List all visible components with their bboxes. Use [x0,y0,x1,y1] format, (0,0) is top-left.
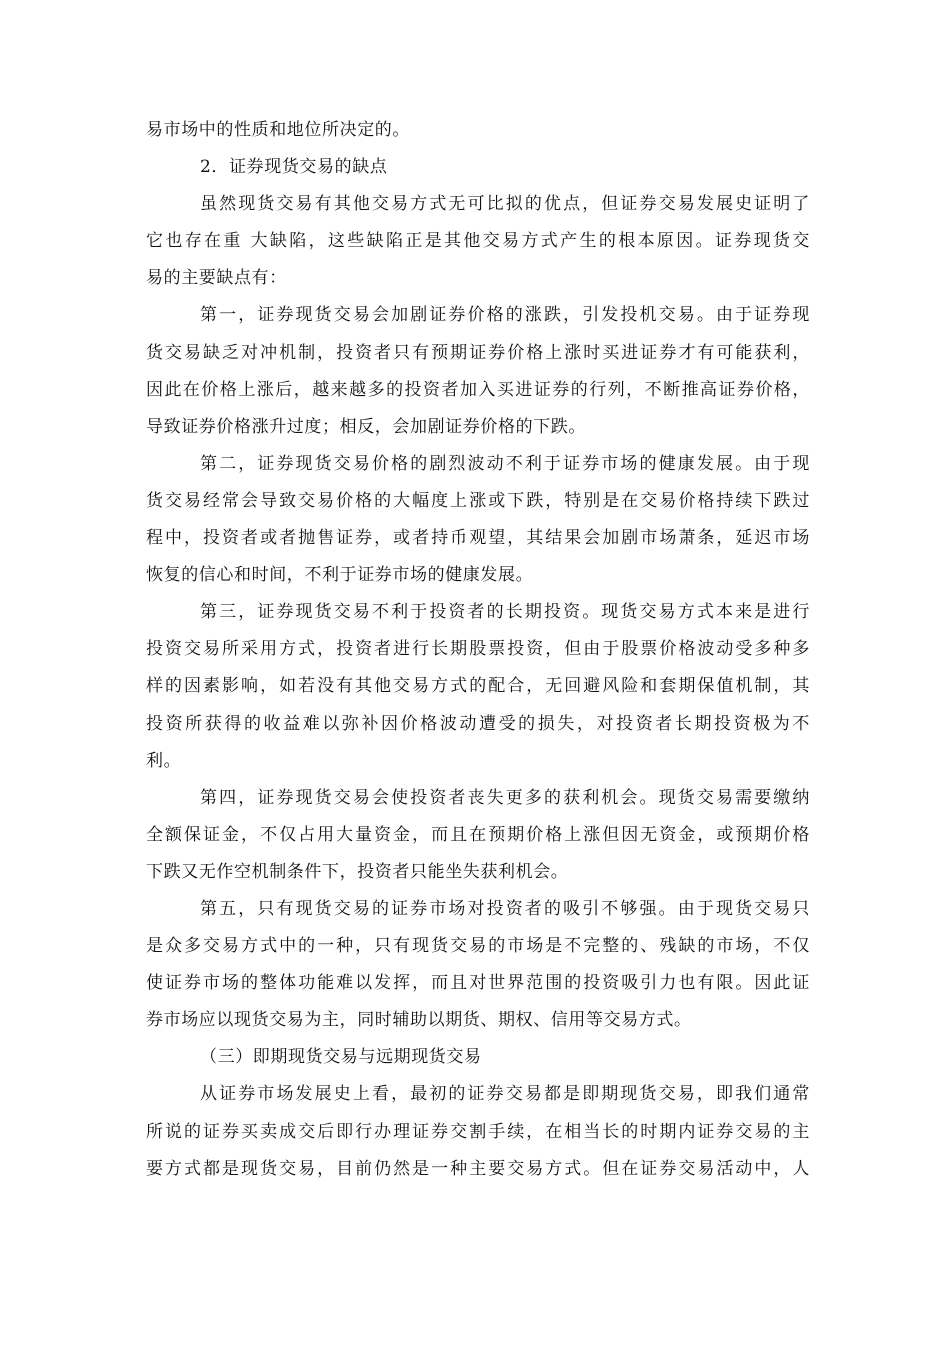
paragraph-line: 第二，证券现货交易价格的剧烈波动不利于证券市场的健康发展。由于现 [200,453,810,474]
paragraph-line: 投资所获得的收益难以弥补因价格波动遭受的损失，对投资者长期投资极为不 [146,713,810,734]
paragraph-line: 使证券市场的整体功能难以发挥，而且对世界范围的投资吸引力也有限。因此证 [146,973,810,994]
paragraph-line: 从证券市场发展史上看，最初的证券交易都是即期现货交易，即我们通常 [200,1084,810,1105]
paragraph-line: 是众多交易方式中的一种，只有现货交易的市场是不完整的、残缺的市场，不仅 [146,936,810,957]
text-line-continuation: 易市场中的性质和地位所决定的。 [146,120,410,140]
paragraph-line: 第三，证券现货交易不利于投资者的长期投资。现货交易方式本来是进行 [200,602,810,623]
paragraph-line: 虽然现货交易有其他交易方式无可比拟的优点，但证券交易发展史证明了 [200,194,810,215]
paragraph-line: 货交易经常会导致交易价格的大幅度上涨或下跌，特别是在交易价格持续下跌过 [146,490,810,511]
paragraph-line: 投资交易所采用方式，投资者进行长期股票投资，但由于股票价格波动受多种多 [146,639,810,660]
paragraph-line: 货交易缺乏对冲机制，投资者只有预期证券价格上涨时买进证券才有可能获利， [146,342,810,363]
paragraph-line: 下跌又无作空机制条件下，投资者只能坐失获利机会。 [146,861,569,882]
paragraph-line: 样的因素影响，如若没有其他交易方式的配合，无回避风险和套期保值机制，其 [146,676,810,697]
section-heading: （三）即期现货交易与远期现货交易 [200,1047,482,1068]
paragraph-line: 所说的证券买卖成交后即行办理证券交割手续，在相当长的时期内证券交易的主 [146,1121,810,1142]
paragraph-line: 恢复的信心和时间，不利于证券市场的健康发展。 [146,565,534,586]
paragraph-line: 程中，投资者或者抛售证券，或者持币观望，其结果会加剧市场萧条，延迟市场 [146,528,810,549]
document-page [146,112,810,1188]
paragraph-line: 它也存在重 大缺陷，这些缺陷正是其他交易方式产生的根本原因。证券现货交 [146,231,810,252]
section-heading: 2．证券现货交易的缺点 [200,157,388,178]
paragraph-line: 要方式都是现货交易，目前仍然是一种主要交易方式。但在证券交易活动中，人 [146,1158,810,1179]
paragraph-line: 券市场应以现货交易为主，同时辅助以期货、期权、信用等交易方式。 [146,1010,692,1031]
paragraph-line: 第四，证券现货交易会使投资者丧失更多的获利机会。现货交易需要缴纳 [200,787,810,808]
paragraph-line: 第一，证券现货交易会加剧证券价格的涨跌，引发投机交易。由于证券现 [200,305,810,326]
paragraph-line: 第五，只有现货交易的证券市场对投资者的吸引不够强。由于现货交易只 [200,898,810,919]
paragraph-line: 导致证券价格涨升过度；相反，会加剧证券价格的下跌。 [146,416,586,437]
paragraph-line: 全额保证金，不仅占用大量资金，而且在预期价格上涨但因无资金，或预期价格 [146,824,810,845]
paragraph-line: 易的主要缺点有： [146,268,287,289]
paragraph-line: 利。 [146,750,182,771]
paragraph-line: 因此在价格上涨后，越来越多的投资者加入买进证券的行列，不断推高证券价格， [146,379,810,400]
